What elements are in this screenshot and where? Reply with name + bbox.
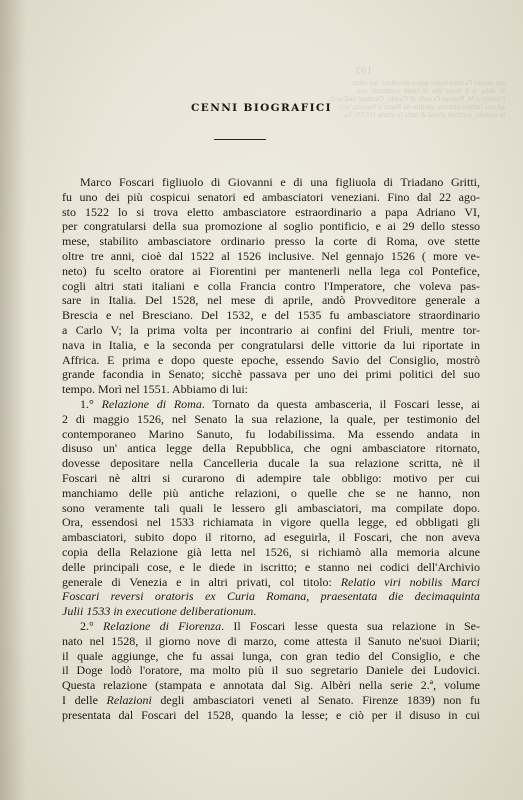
text-line: Questa relazione (stampata e annotata dal Sig. Albèri nella serie 2.ª, volume (62, 678, 480, 693)
text-line: copia della Relazione già letta nel 1526, si richiamò alla memoria alcune (62, 544, 480, 559)
text-line: per congratularsi della sua promozione al soglio pontificio, e ai 29 dello stesso (62, 219, 480, 234)
text-line: neto) fu scelto oratore ai Fiorentini per mantenerli nella lega col Pontefice, (62, 263, 480, 278)
text-line: contemporaneo Marino Sanuto, fu lodabilissima. Ma essendo andata in (62, 426, 480, 441)
bleed-through-page-number: 193 (355, 67, 373, 77)
text-line: presentata dal Foscari del 1528, quando la lesse; e ciò per il disuso in cui (62, 707, 480, 722)
text-line: mese, stabilito ambasciatore ordinario presso la corte di Roma, ove stette (62, 234, 480, 249)
text-line: nava in Italia, e la seconda per congratularsi delle vittorie da lui riportate in (62, 337, 480, 352)
text-line: 1.° Relazione di Roma. Tornato da questa ambasceria, il Foscari lesse, ai (80, 396, 480, 411)
text-line: cogli altri stati italiani e colla Francia contro l'Imperatore, che voleva pas- (62, 278, 480, 293)
text-line: nato nel 1528, il giorno nove di marzo, come attesta il Sanuto ne'suoi Diarii; (62, 633, 480, 648)
text-line: Foscari reversi oratoris ex Curia Romana, praesentata die decimaquinta (62, 589, 480, 604)
bleed-through-line: l'autore a M. Foscari Grande di Caorle, Cardinal nell'arch. (327, 96, 505, 103)
text-line: grande facondia in Senato; sicchè passava per uno dei primi politici del suo (62, 367, 480, 382)
text-line: generale di Venezia e in altri privati, col titolo: Relatio viri nobilis Marci (62, 574, 480, 589)
bleed-through-line: la vedono, scrittori stessi di tutta la storia (1537). La (344, 112, 505, 119)
bleed-through-line: ad una lettera privata, spedita da Roma a Venezia, ecc. (337, 104, 505, 111)
text-line: a Carlo V; la prima volta per incontrario ai confini del Friuli, mentre tor- (62, 322, 480, 337)
text-line: il quale aggiunge, che fu assai lunga, con gran tedio del Consiglio, e che (62, 648, 480, 663)
text-line: I delle Relazioni degli ambasciatori veneti al Senato. Firenze 1839) non fu (62, 692, 480, 707)
text-line: 2.° Relazione di Fiorenza. Il Foscari lesse questa sua relazione in Se- (80, 618, 480, 633)
text-line: sono veramente tali quali le lessero gli ambasciatori, ma compilate dopo. (62, 500, 480, 515)
text-line: tempo. Morì nel 1551. Abbiamo di lui: (62, 382, 248, 397)
text-line: disuso un' antica legge della Repubblica, che ogni ambasciatore ritornato, (62, 441, 480, 456)
text-line: manchiamo delle più antiche relazioni, o quelle che se ne hanno, non (62, 485, 480, 500)
body-text (62, 175, 480, 722)
text-line: Marco Foscari figliuolo di Giovanni e di una figliuola di Triadano Gritti, (80, 175, 480, 189)
text-line: sare in Italia. Del 1528, nel mese di aprile, andò Provveditore generale a (62, 293, 480, 308)
title-rule (214, 139, 266, 140)
bleed-through-line: la data, e il testo che si tiene conformi, ecc. (355, 88, 505, 95)
text-line: sto 1522 lo si trova eletto ambasciatore estraordinario a papa Adriano VI, (62, 204, 480, 219)
text-line: delle principali cose, e le diede in iscritto; e stanno nei codici dell'Archivio (62, 559, 480, 574)
text-line: Foscari nè altri si curarono di adempire tale obbligo: motivo per cui (62, 470, 480, 485)
text-line: oltre tre anni, cioè dal 1522 al 1526 inclusive. Nel gennajo 1526 ( more ve- (62, 248, 480, 263)
page-title: CENNI BIOGRAFICI (191, 102, 332, 114)
text-line: ambasciatori, subito dopo il ritorno, ad eseguirla, il Foscari, che non aveva (62, 530, 480, 545)
text-line: Julii 1533 in executione deliberationum. (62, 604, 257, 619)
text-line: dovesse depositare nella Cancelleria ducale la sua relazione scritta, nè il (62, 456, 480, 471)
text-line: fu uno dei più cospicui senatori ed ambasciatori veneziani. Fino dal 22 ago- (62, 189, 480, 204)
bleed-through-line: ata essere l'antica legge sopra ricordata, ma oltre (352, 80, 505, 87)
text-line: Brescia e nel Bresciano. Del 1532, e del 1535 fu ambasciatore straordinario (62, 308, 480, 323)
text-line: il Doge lodò l'oratore, ma molto più il suo segretario Daniele dei Ludovici. (62, 663, 480, 678)
text-line: Affrica. E prima e dopo queste epoche, essendo Savio del Consiglio, mostrò (62, 352, 480, 367)
text-line: Ora, essendosi nel 1533 richiamata in vigore quella legge, ed obbligati gli (62, 515, 480, 530)
page-gutter-shadow (0, 0, 26, 800)
text-line: 2 di maggio 1526, nel Senato la sua relazione, la quale, per testimonio del (62, 411, 480, 426)
